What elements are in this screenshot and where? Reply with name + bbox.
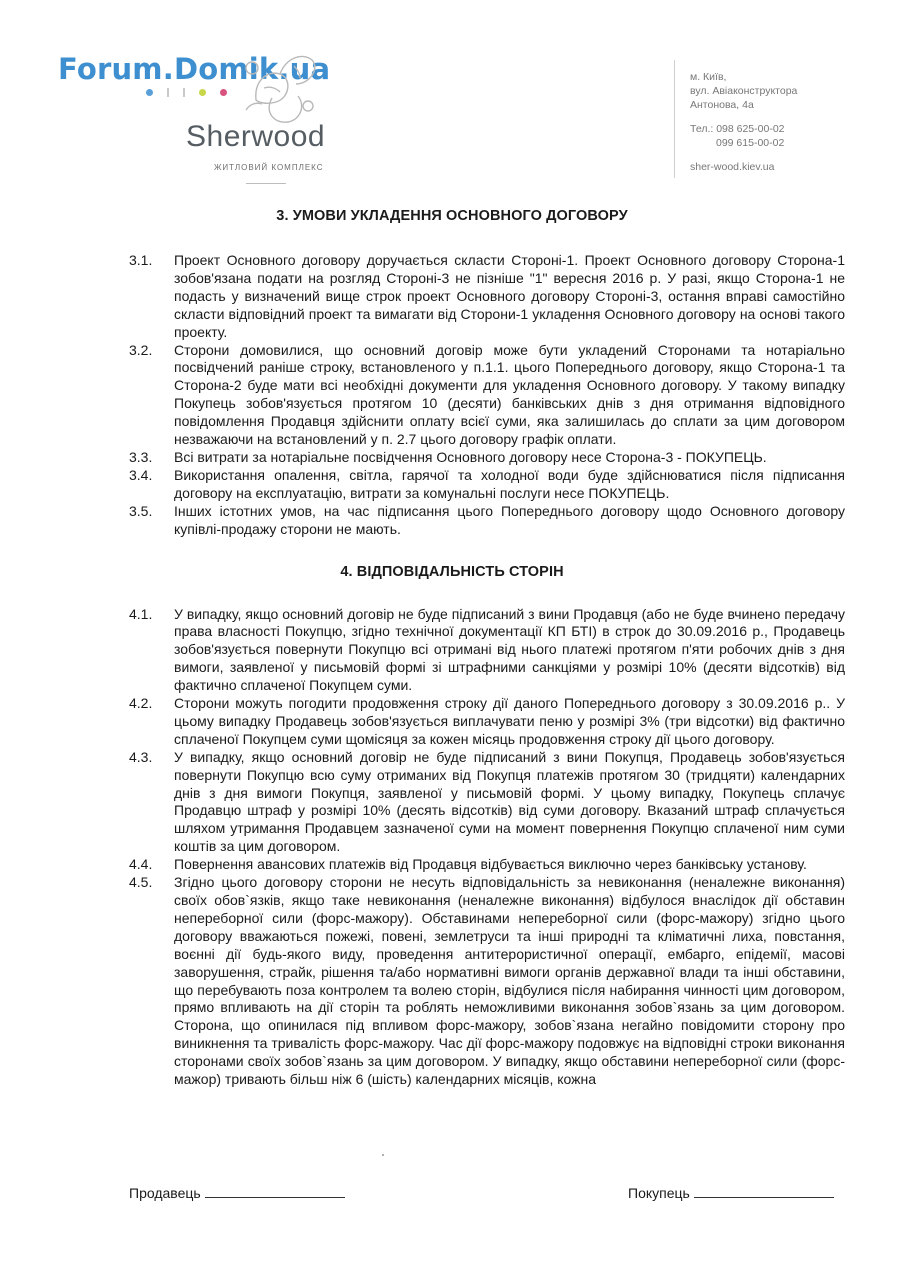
clause bbox=[129, 467, 845, 503]
clause-number: 4.2. bbox=[129, 695, 153, 712]
dot-pink bbox=[220, 89, 227, 96]
seller-label: Продавець bbox=[129, 1185, 201, 1201]
letterhead bbox=[0, 0, 904, 200]
brand-dots bbox=[146, 88, 227, 97]
clause-number: 4.4. bbox=[129, 856, 153, 873]
scan-speck bbox=[382, 1154, 384, 1156]
clause-text: Згідно цього договору сторони не несуть відповідальність за невиконання (неналежне виконання) своїх обов`язків, якщо таке невиконання (неналежне виконання) відбулося внаслідок дії обставин непереборної сили (форс-мажору). Обставинами непереборної сили (форс-мажору) згідно цього договору вважаються пожежі, повені, землетруси та інші природні та кліматичні лиха, повстання, воєнні дії будь-якого виду, проведення антитерористичної операції, ембарго, епідемії, масові заворушення, страйк, рішення та/або нормативні вимоги органів державної влади та інші обставини, що перебувають поза контролем та волею сторін, відбулися після набирання чинності цим договором, прямо впливають на дії сторін та роблять неможливими виконання зобов`язань за цим договором. Сторона, що опинилася під впливом форс-мажору, зобов`язана негайно повідомити сторону про виникнення та тривалість форс-мажору. Час дії форс-мажору подовжує на відповідні строки виконання сторонами своїх зобов`язань за цим договором. У випадку, якщо обставини непереборної сили (форс-мажор) тривають більш ніж 6 (шість) календарних місяців, кожна bbox=[174, 874, 845, 1088]
brand-tagline: ЖИТЛОВИЙ КОМПЛЕКС bbox=[214, 163, 324, 172]
clause-text: Повернення авансових платежів від Продавця відбувається виключно через банківську установу. bbox=[174, 856, 807, 873]
brand-name: Sherwood bbox=[186, 120, 326, 153]
clause bbox=[129, 503, 845, 539]
clause-number: 3.4. bbox=[129, 466, 153, 483]
clause-number: 3.5. bbox=[129, 502, 153, 519]
seller-signature bbox=[129, 1185, 345, 1201]
leaf-logo-icon bbox=[236, 40, 326, 130]
clause bbox=[129, 342, 845, 449]
watermark: Forum.Domik.ua bbox=[58, 52, 331, 86]
clause-number: 3.2. bbox=[129, 341, 153, 358]
clause bbox=[129, 252, 845, 342]
contact-street-2: Антонова, 4а bbox=[690, 99, 754, 111]
clause bbox=[129, 695, 845, 749]
clause-text: Використання опалення, світла, гарячої та холодної води буде здійснюватися після підписання договору на експлуатацію, витрати за комунальні послуги несе ПОКУПЕЦЬ. bbox=[174, 466, 845, 501]
buyer-signature bbox=[628, 1185, 834, 1201]
clause bbox=[129, 449, 845, 467]
clause bbox=[129, 606, 845, 696]
contact-website: sher-wood.kiev.ua bbox=[690, 161, 775, 173]
clause-text: Сторони можуть погодити продовження строку дії даного Попереднього договору з 30.09.2016 р.. У цьому випадку Продавець зобов'язується виплачувати пеню у розмірі 3% (три відсотки) від фактично сплаченої Покупцем суми щомісяця за кожен місяць продовження строку дії цього договору. bbox=[174, 695, 845, 747]
buyer-label: Покупець bbox=[628, 1185, 690, 1201]
clause-number: 3.1. bbox=[129, 252, 153, 268]
clause-text: У випадку, якщо основний договір не буде підписаний з вини Продавця (або не буде вчинено передачу права власності Покупцю, згідно технічної документації КП БТІ) в строк до 30.09.2016 р., Продавець зобов'язується повернути Покупцю всі отримані від нього платежі протягом п'яти робочих днів з дня вимоги, заявленої у письмовій формі зі штрафними санкціями у розмірі 10% (десяти відсотків) від фактично сплаченої Покупцем суми. bbox=[174, 605, 845, 694]
clause-number: 4.5. bbox=[129, 874, 153, 891]
clause-text: Інших істотних умов, на час підписання цього Попереднього договору щодо Основного договору купівлі-продажу сторони не мають. bbox=[174, 502, 845, 537]
brand-divider bbox=[246, 183, 286, 184]
clause-number: 4.3. bbox=[129, 748, 153, 765]
clause bbox=[129, 874, 845, 1089]
document-body bbox=[0, 208, 904, 1089]
contact-phone-2: 099 615-00-02 bbox=[716, 137, 785, 149]
contact-block bbox=[690, 70, 880, 174]
clause-text: Сторони домовилися, що основний договір може бути укладений Сторонами та нотаріально посвідчений раніше строку, встановленого у п.1.1. цього Попереднього договору, якщо Сторона-1 та Сторона-2 буде мати всі необхідні документи для укладення Основного договору. У такому випадку Покупець зобов'язується протягом 10 (десяти) банківських днів з дня отримання відповідного повідомлення Продавця здійснити оплату всієї суми, яка залишилась до сплати за цим договором незважаючи на встановлений у п. 2.7 цього договору графік оплати. bbox=[174, 341, 845, 448]
seller-signature-line bbox=[205, 1185, 345, 1198]
dot-tick bbox=[183, 88, 185, 97]
clause bbox=[129, 749, 845, 856]
dot-blue bbox=[146, 89, 153, 96]
clause-text: Проект Основного договору доручається скласти Стороні-1. Проект Основного договору Сторона-1 зобов'язана подати на розгляд Стороні-3 не пізніше "1" вересня 2016 р. У разі, якщо Сторона-1 не подасть у визначений вище строк проект Основного договору Стороні-3, остання вправі самостійно скласти відповідний проект та вимагати від Сторони-1 укладення Основного договору на основі такого проекту. bbox=[174, 252, 845, 340]
clause-text: У випадку, якщо основний договір не буде підписаний з вини Покупця, Продавець зобов'язується повернути Покупцю всю суму отриманих від Покупця платежів протягом 30 (тридцяти) календарних днів з дня вимоги Покупця, заявленої у письмовій формі. У цьому випадку, Покупець сплачує Продавцю штраф у розмірі 10% (десять відсотків) від суми договору. Вказаний штраф сплачується шляхом утримання Продавцем зазначеної суми на момент повернення Покупцю сплаченої ним суми коштів за цим договором. bbox=[174, 748, 845, 855]
clause-number: 4.1. bbox=[129, 605, 153, 622]
contact-street: вул. Авіаконструктора bbox=[690, 85, 798, 97]
dot-tick bbox=[167, 88, 169, 97]
section-3-clauses bbox=[0, 252, 904, 539]
clause-number: 3.3. bbox=[129, 448, 153, 465]
clause-text: Всі витрати за нотаріальне посвідчення Основного договору несе Сторона-3 - ПОКУПЕЦЬ. bbox=[174, 448, 767, 465]
buyer-signature-line bbox=[694, 1185, 834, 1198]
contact-city: м. Київ, bbox=[690, 71, 727, 83]
contact-phone-1: Тел.: 098 625-00-02 bbox=[690, 123, 785, 135]
section-title: 4. ВІДПОВІДАЛЬНІСТЬ СТОРІН bbox=[340, 563, 564, 580]
section-4-clauses bbox=[0, 606, 904, 1089]
dot-yellow bbox=[199, 89, 206, 96]
clause bbox=[129, 856, 845, 874]
header-divider bbox=[674, 60, 675, 178]
section-title: 3. УМОВИ УКЛАДЕННЯ ОСНОВНОГО ДОГОВОРУ bbox=[276, 208, 628, 224]
